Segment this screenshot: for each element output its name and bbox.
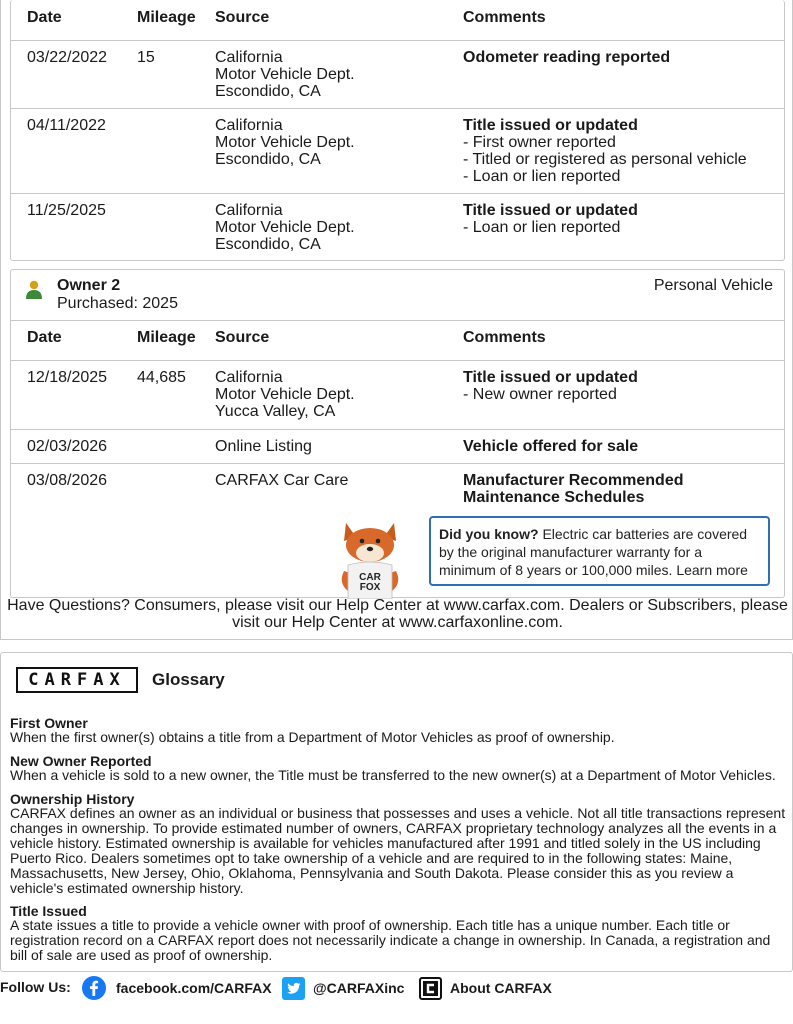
mascot-shirt-text-top: CAR [359,572,381,583]
row-date: 03/22/2022 [27,49,108,66]
table-header-row [11,0,784,40]
row-date: 04/11/2022 [27,117,106,134]
source-line: Escondido, CA [215,151,321,168]
comment-title: Title issued or updated [463,202,638,219]
comment-item: - First owner reported [463,134,616,151]
header-comments: Comments [463,9,546,26]
source-line: Escondido, CA [215,83,321,100]
source-line: Online Listing [215,438,312,455]
comment-title: Vehicle offered for sale [463,438,639,455]
comment-item: - Loan or lien reported [463,219,621,236]
table-header-row [11,321,784,360]
header-date: Date [27,9,62,26]
row-date: 12/18/2025 [27,369,108,386]
twitter-link-text: @CARFAXinc [313,980,405,996]
header-source: Source [215,329,270,346]
comment-item: - New owner reported [463,386,617,403]
glossary-definition: When a vehicle is sold to a new owner, the Title must be transferred to the new owner(s) at a Department of Motor Vehicles. [10,767,776,783]
source-line: Motor Vehicle Dept. [215,134,355,151]
tip-body: Electric car batteries are covered by the original manufacturer warranty for a minimum of 8 years or 100,000 miles. [439,526,748,578]
comment-item: - Titled or registered as personal vehicle [463,151,747,168]
source-line: Motor Vehicle Dept. [215,219,355,236]
carfox-mascot [334,519,406,599]
about-carfax-text: About CARFAX [450,980,552,996]
table-row [11,429,784,463]
facebook-link-text: facebook.com/CARFAX [116,980,272,996]
owner-vehicle-type: Personal Vehicle [653,277,773,294]
header-mileage: Mileage [137,329,196,346]
table-row [11,360,784,429]
row-comments [463,49,670,66]
facebook-link[interactable] [82,974,272,1002]
glossary-term: New Owner Reported [10,753,152,769]
row-source [215,472,348,489]
row-comments [463,438,638,455]
owner-purchased: Purchased: 2025 [57,295,178,312]
carfax-logo [16,667,138,693]
owner2-header [10,269,785,321]
glossary-section [0,652,793,972]
row-comments [463,202,638,236]
source-line: Yucca Valley, CA [215,403,336,420]
comment-title: Title issued or updated [463,369,638,386]
glossary-term: Title Issued [10,903,87,919]
comment-title: Odometer reading reported [463,49,671,66]
row-mileage: 44,685 [137,369,186,386]
carfax-c-icon [419,977,442,1000]
row-comments [463,117,747,185]
source-line: Escondido, CA [215,236,321,253]
row-source [215,117,355,168]
glossary-term: First Owner [10,715,88,731]
row-comments [463,369,638,403]
comment-title: Title issued or updated [463,117,638,134]
owner1-history-table [10,0,785,261]
row-date: 03/08/2026 [27,472,108,489]
glossary-definition: CARFAX defines an owner as an individual or business that possesses and uses a vehicle. Not all title transactions represent changes in ownership. To provide estimated number of owners, CARFAX proprietary technology analyzes all the events in a vehicle history. Estimated ownership is available for vehicles manufactured after 1991 and titled solely in the US including Puerto Rico. Dealers sometimes opt to take ownership of a vehicle and are required to in the following states: Maine, Massachusetts, New Jersey, Ohio, Oklahoma, Pennsylvania and South Dakota. Please consider this as you review a vehicle's estimated ownership history. [10,805,786,896]
row-source [215,369,355,420]
did-you-know-box [429,516,770,586]
header-date: Date [27,329,62,346]
row-date: 02/03/2026 [27,438,108,455]
comment-item: - Loan or lien reported [463,168,621,185]
table-row [11,108,784,193]
header-comments: Comments [463,329,546,346]
row-source [215,438,312,455]
follow-us-bar [0,974,793,1002]
glossary-term: Ownership History [10,791,135,807]
row-date: 11/25/2025 [27,202,106,219]
source-line: CARFAX Car Care [215,472,349,489]
twitter-icon [282,977,305,1000]
follow-label: Follow Us: [0,979,71,995]
glossary-title: Glossary [152,670,225,689]
source-line: Motor Vehicle Dept. [215,386,355,403]
tip-learn-more-link[interactable]: Learn more [676,562,748,578]
source-line: California [215,49,283,66]
twitter-link[interactable] [282,974,404,1002]
source-line: Motor Vehicle Dept. [215,66,355,83]
table-row [11,40,784,108]
tip-lead: Did you know? [439,526,539,542]
row-comments [463,472,773,506]
facebook-icon [82,976,106,1000]
source-line: California [215,202,283,219]
source-line: California [215,369,283,386]
owner-person-icon [25,280,43,300]
row-mileage: 15 [137,49,155,66]
row-source [215,49,355,100]
source-line: California [215,117,283,134]
table-row [11,193,784,261]
owner-title: Owner 2 [57,277,121,294]
mascot-shirt-text-bottom: FOX [359,582,381,593]
glossary-definition: When the first owner(s) obtains a title from a Department of Motor Vehicles as proof of ownership. [10,729,615,745]
carfax-logo-text: CARFAX [28,670,126,690]
header-mileage: Mileage [137,9,196,26]
about-carfax-link[interactable] [419,974,552,1002]
help-center-text: Have Questions? Consumers, please visit our Help Center at www.carfax.com. Dealers or Subscribers, please visit our Help Center at www.carfaxonline.com. [7,597,788,631]
comment-title: Manufacturer Recommended Maintenance Schedules [463,472,684,506]
header-source: Source [215,9,270,26]
row-source [215,202,355,253]
glossary-definition: A state issues a title to provide a vehicle owner with proof of ownership. Each title has a unique number. Each title or registration record on a CARFAX report does not necessarily indicate a change in ownership. In Canada, a registration and bill of sale are used as proof of ownership. [10,917,771,963]
